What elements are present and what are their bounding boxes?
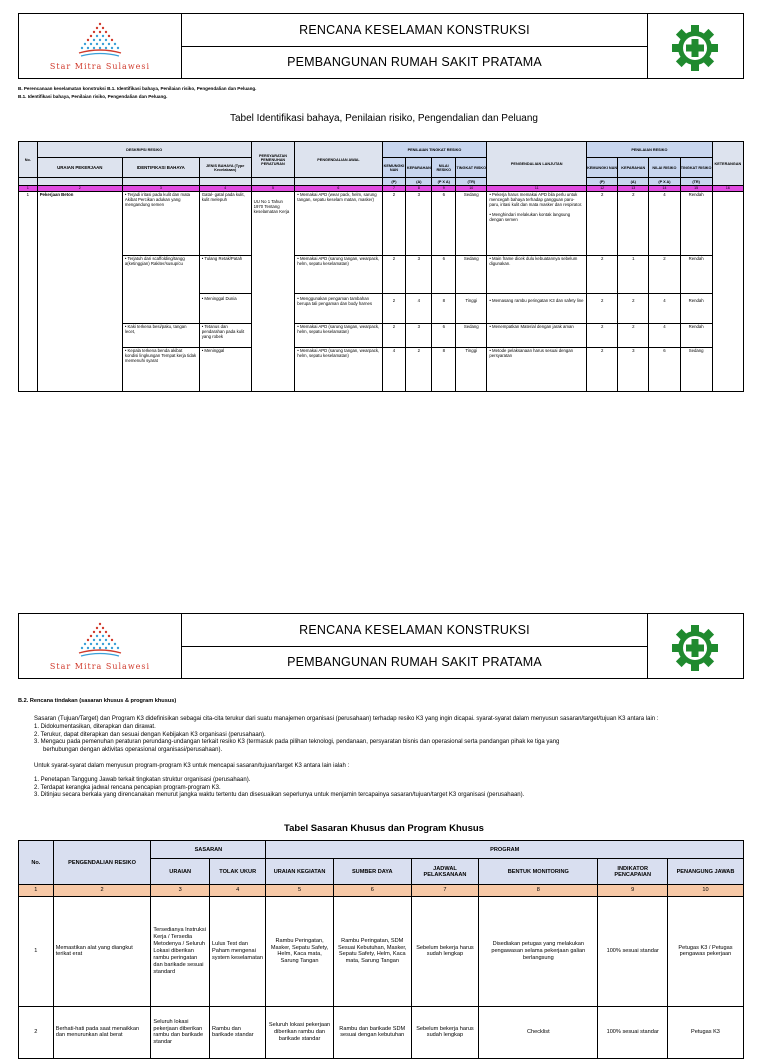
- column-number-row: [19, 885, 744, 897]
- program-requirement-item: 1. Penetapan Tanggung Jawab terkait tingkatan struktur organisasi (perusahaan).: [34, 776, 251, 783]
- column-number: 3: [151, 885, 210, 897]
- subhead-p-2: (P): [587, 178, 618, 186]
- tolak-ukur: Rambu dan barikade standar: [209, 1006, 265, 1058]
- col-keterangan: KETERANGAN: [712, 142, 743, 186]
- column-number: 11: [487, 186, 587, 192]
- nilai-pxa: 6: [432, 192, 456, 256]
- pengendalian-resiko: Berhati-hati pada saat menaikkan dan menurunkan alat berat: [53, 1006, 151, 1058]
- bentuk-monitoring: Checklist: [479, 1006, 598, 1058]
- col-pengendalian-resiko: PENGENDALIAN RESIKO: [53, 841, 151, 885]
- col-pengendalian-lanjutan: PENGENDALIAN LANJUTAN: [487, 142, 587, 186]
- nilai-pxa-2: 2: [649, 256, 680, 294]
- nilai-p: 2: [382, 192, 406, 256]
- nilai-p: 2: [382, 324, 406, 348]
- column-number: 7: [382, 186, 406, 192]
- project-title: PEMBANGUNAN RUMAH SAKIT PRATAMA: [287, 655, 542, 670]
- col-no: No.: [19, 841, 54, 885]
- col-tolak-ukur: TOLAK UKUR: [209, 859, 265, 885]
- column-number: 5: [266, 885, 333, 897]
- requirement-item: berhubungan dengan aktivitas operasional organisasi/perusahaan).: [43, 747, 223, 754]
- nilai-p: 2: [382, 294, 406, 324]
- k3-gear-cross-icon: [671, 624, 719, 672]
- nilai-a: 2: [406, 348, 432, 392]
- row-number: 1: [19, 192, 38, 392]
- col-tingkat-risiko-2: TINGKAT RISIKO: [680, 158, 712, 178]
- column-number: 12: [587, 186, 618, 192]
- tingkat-resiko: Tinggi: [456, 348, 487, 392]
- subhead-tr: (TR): [456, 178, 487, 186]
- sasaran-uraian: Seluruh lokasi pekerjaan diberikan rambu dan barikade standar: [151, 1006, 210, 1058]
- col-identifikasi-bahaya: IDENTIFIKASI BAHAYA: [122, 158, 199, 178]
- nilai-pxa: 8: [432, 294, 456, 324]
- nilai-pxa-2: 4: [649, 192, 680, 256]
- col-tingkat-risko: TINGKAT RISKO: [456, 158, 487, 178]
- bentuk-monitoring: Disediakan petugas yang melakukan pengawasan selama pekerjaan galian berlangsung: [479, 896, 598, 1006]
- row-number: 2: [19, 1006, 54, 1058]
- column-number: 2: [53, 885, 151, 897]
- tingkat-risiko-2: Sedang: [680, 348, 712, 392]
- column-number: 6: [295, 186, 382, 192]
- uraian-kegiatan: Rambu Peringatan, Masker, Sepatu Safety, Helm, Kaca mata, Sarung Tangan: [266, 896, 333, 1006]
- tingkat-resiko: Tinggi: [456, 294, 487, 324]
- column-number: 2: [37, 186, 122, 192]
- pengendalian-lanjutan: • Menempatkan Material dengan jarak aman: [487, 324, 587, 348]
- uraian-pekerjaan: Pekerjaan Beton: [37, 192, 122, 392]
- pengendalian-lanjutan: • Main frame dicek dulu kebuatannya sebelum digunakan.: [487, 256, 587, 294]
- nilai-a-2: 3: [618, 348, 649, 392]
- subhead-a-2: (A): [618, 178, 649, 186]
- requirement-item: 3. Mengacu pada pemenuhan peraturan perundang-undangan terkait resiko K3 (termasuk pada pilihan teknologi, pendanaan, persyaratan bisnis dan operasional serta pandangan pihak ke tiga yang: [34, 739, 560, 746]
- intro-paragraph: Sasaran (Tujuan/Target) dan Program K3 didefinisikan sebagai cita-cita terukur dari suatu manajemen organisasi (perusahaan) terhadap resiko K3 yang ingin dicapai. syarat-syarat dalam menyusun sasaran/target/tujuan K3 antara lain :: [34, 716, 659, 722]
- col-keparahan-2: KEPARAHAN: [618, 158, 649, 178]
- nilai-p-2: 2: [587, 192, 618, 256]
- col-persyaratan: PERSYARATAN PEMENUHAN PERATURAN: [251, 142, 295, 178]
- subhead-pxa-2: (P X A): [649, 178, 680, 186]
- pengendalian-awal: • Memakai APD (sarung tangan, wearpack, helm, sepatu keselamatan): [295, 256, 382, 294]
- requirement-item: 2. Terukur, dapat diterapkan dan sesuai dengan Kebijakan K3 organisasi (perusahaan).: [34, 731, 266, 738]
- section-b2-text: [34, 716, 724, 800]
- col-kemungkinan: KEMUNGKI NAN: [382, 158, 406, 178]
- tingkat-resiko: Sedang: [456, 324, 487, 348]
- nilai-a: 4: [406, 294, 432, 324]
- nilai-p-2: 2: [587, 348, 618, 392]
- keterangan: [712, 192, 743, 392]
- pengendalian-resiko: Memastikan alat yang diangkut terikat erat: [53, 896, 151, 1006]
- nilai-pxa: 8: [432, 348, 456, 392]
- column-number: 10: [456, 186, 487, 192]
- program-requirement-item: 3. Ditinjau secara berkala yang direncanakan menurut jangka waktu tertentu dan disesuaikan seperlunya untuk menjamin tercapainya sasaran/tujuan/target K3 organisasi (perusahaan).: [34, 792, 525, 799]
- column-number: 8: [479, 885, 598, 897]
- pengendalian-lanjutan: • Memasang rambu peringatan K3 dan safety line: [487, 294, 587, 324]
- tingkat-resiko: Sedang: [456, 256, 487, 294]
- column-number: 10: [667, 885, 743, 897]
- column-number: 13: [618, 186, 649, 192]
- col-nilai-resiko: NILAI RESIKO: [432, 158, 456, 178]
- column-number: 1: [19, 885, 54, 897]
- col-indikator-pencapaian: INDIKATOR PENCAPAIAN: [598, 859, 667, 885]
- document-header: [18, 13, 744, 79]
- column-number: 9: [432, 186, 456, 192]
- nilai-a: 3: [406, 324, 432, 348]
- subhead-blank: [295, 178, 382, 186]
- nilai-a: 3: [406, 192, 432, 256]
- col-bentuk-monitoring: BENTUK MONITORING: [479, 859, 598, 885]
- subhead-blank: [37, 178, 122, 186]
- pengendalian-awal: • Memakai APD (sarung tangan, wearpack, helm, sepatu keselamatan): [295, 348, 382, 392]
- tingkat-resiko: Sedang: [456, 192, 487, 256]
- jadwal-pelaksanaan: Sebelum bekerja harus sudah lengkap: [411, 1006, 478, 1058]
- nilai-pxa: 6: [432, 324, 456, 348]
- col-uraian-pekerjaan: URAIAN PEKERJAAN: [37, 158, 122, 178]
- risk-identification-table: [18, 141, 744, 392]
- document-title: RENCANA KESELAMAN KONSTRUKSI: [182, 614, 647, 647]
- col-jenis-bahaya: JENIS BAHAYA (Type Kecelakaan): [199, 158, 251, 178]
- col-penilaian-resiko: PENILAIAN RESIKO: [587, 142, 713, 158]
- col-jadwal-pelaksanaan: JADWAL PELAKSANAAN: [411, 859, 478, 885]
- nilai-a-2: 1: [618, 256, 649, 294]
- table1-title: Tabel Identifikasi bahaya, Penilaian risiko, Pengendalian dan Peluang: [230, 113, 538, 124]
- row-number: 1: [19, 896, 54, 1006]
- nilai-p-2: 2: [587, 324, 618, 348]
- subhead-blank: [199, 178, 251, 186]
- nilai-pxa-2: 6: [649, 348, 680, 392]
- program-requirement-item: 2. Terdapat kerangka jadwal rencana pencapian program-program K3.: [34, 784, 221, 791]
- penanggung-jawab: Petugas K3: [667, 1006, 743, 1058]
- jenis-bahaya: • Tetanus dan pendarahan pada kulit yang robek: [199, 324, 251, 348]
- tingkat-risiko-2: Rendah: [680, 294, 712, 324]
- nilai-a: 3: [406, 256, 432, 294]
- subhead-blank: [122, 178, 199, 186]
- col-pengendalian-awal: PENGENDALIAN AWAL: [295, 142, 382, 178]
- section-b2-heading: B.2. Rencana tindakan (sasaran khusus & program khusus): [18, 698, 177, 704]
- section-b-heading: B. Perencanaan keselamatan konstruksi B.1. Identifikasi bahaya, Penilaian risiko, Pengendalian dan Peluang.: [18, 86, 257, 91]
- col-uraian-kegiatan: URAIAN KEGIATAN: [266, 859, 333, 885]
- column-number: 15: [680, 186, 712, 192]
- subhead-pxa: (P X A): [432, 178, 456, 186]
- table-row: [19, 348, 744, 392]
- column-number: 9: [598, 885, 667, 897]
- identifikasi-bahaya: • Kaki terkena besi/paku, tangan lecet,: [122, 324, 199, 348]
- pengendalian-lanjutan: • Metode pelaksanaan harus sesuai dengan persyaratan: [487, 348, 587, 392]
- table2-title: Tabel Sasaran Khusus dan Program Khusus: [284, 823, 484, 834]
- nilai-p-2: 2: [587, 294, 618, 324]
- section-b1-heading: B.1. Identifikasi bahaya, Penilaian risiko, Pengendalian dan Peluang.: [18, 94, 168, 99]
- col-nilai-risiko-2: NILAI RISIKO: [649, 158, 680, 178]
- table-row: [19, 1006, 744, 1058]
- column-number: 3: [122, 186, 199, 192]
- pengendalian-awal: • Memakai APD (wear pack, helm, sarung tangan, sepatu keselam matan, masker): [295, 192, 382, 256]
- subhead-p: (P): [382, 178, 406, 186]
- column-number: 16: [712, 186, 743, 192]
- k3-gear-cross-icon: [671, 24, 719, 72]
- jenis-bahaya: • Tulang Retak/Patah: [199, 256, 251, 294]
- company-logo: [19, 614, 182, 678]
- tingkat-risiko-2: Rendah: [680, 192, 712, 256]
- persyaratan-peraturan: UU No 1 Tahun 1970 Tentang keselamatan Kerja: [251, 192, 295, 392]
- table-row: [19, 324, 744, 348]
- col-deskripsi-risiko: DESKRIPSI RESIKO: [37, 142, 251, 158]
- column-number: 14: [649, 186, 680, 192]
- identifikasi-bahaya: • Kepala terkena benda akibat kondisi lingkungan Tempat kerja tidak memenuhi syarat: [122, 348, 199, 392]
- subhead-tr-2: (TR): [680, 178, 712, 186]
- column-number: 4: [209, 885, 265, 897]
- document-title: RENCANA KESELAMAN KONSTRUKSI: [182, 14, 647, 47]
- nilai-p-2: 2: [587, 256, 618, 294]
- pengendalian-awal: • Menggunakan pengaman tambahan berupa tali pengaman dan body harnes: [295, 294, 382, 324]
- col-keparahan: KEPARAHAN: [406, 158, 432, 178]
- sumber-daya: Rambu Peringatan, SDM Sesuai Kebutuhan, Masker, Sepatu Safety, Helm, Kaca mata, Sarung Tangan: [333, 896, 411, 1006]
- jenis-bahaya: • Meninggal: [199, 348, 251, 392]
- requirement-item: 1. Didokumentasikan, diterapkan dan dirawat.: [34, 723, 156, 730]
- column-number: 8: [406, 186, 432, 192]
- col-program: PROGRAM: [266, 841, 744, 859]
- identifikasi-bahaya: • Terjatuh dari scaffolding/tangg a(ketinggian) Rakiter/susup/cu: [122, 256, 199, 324]
- k3-emblem: [648, 14, 743, 78]
- star-mitra-logo-icon: [77, 20, 123, 62]
- column-number: 4: [199, 186, 251, 192]
- nilai-p: 2: [382, 256, 406, 294]
- pengendalian-lanjutan: • Pekerja harus memakai APD bila perlu untuk mencegah bahaya terhadap gangguan paru-paru, iritasi kulit dan mata masker dan respirator. • Menghindari melakukan kontak langsung dengan semen: [487, 192, 587, 256]
- col-uraian: URAIAN: [151, 859, 210, 885]
- penanggung-jawab: Petugas K3 / Petugas pengawas pekerjaan: [667, 896, 743, 1006]
- brand-name: Star Mitra Sulawesi: [49, 662, 151, 671]
- table-row: [19, 192, 744, 256]
- jadwal-pelaksanaan: Sebelum bekerja harus sudah lengkap: [411, 896, 478, 1006]
- column-number: 7: [411, 885, 478, 897]
- star-mitra-logo-icon: [77, 620, 123, 662]
- jenis-bahaya: Gatal- gatal pada kulit, kulit melepuh: [199, 192, 251, 256]
- company-logo: [19, 14, 182, 78]
- table-row: [19, 896, 744, 1006]
- tolak-ukur: Lulus Test dan Paham mengenai system keselamatan: [209, 896, 265, 1006]
- col-no: No.: [19, 142, 38, 178]
- nilai-pxa-2: 4: [649, 294, 680, 324]
- tingkat-risiko-2: Rendah: [680, 256, 712, 294]
- uraian-kegiatan: Seluruh lokasi pekerjaan diberikan rambu dan barikade standar: [266, 1006, 333, 1058]
- subhead-blank: [19, 178, 38, 186]
- nilai-a-2: 2: [618, 192, 649, 256]
- col-kemungkinan-2: KEMUNGKI NAN: [587, 158, 618, 178]
- column-number: 5: [251, 186, 295, 192]
- nilai-pxa-2: 4: [649, 324, 680, 348]
- nilai-a-2: 2: [618, 324, 649, 348]
- col-sumber-daya: SUMBER DAYA: [333, 859, 411, 885]
- intro-paragraph-2: Untuk syarat-syarat dalam menyusun program-program K3 untuk mencapai sasaran/tujuan/target K3 antara lain ialah :: [34, 762, 350, 769]
- nilai-pxa: 6: [432, 256, 456, 294]
- indikator-pencapaian: 100% sesuai standar: [598, 896, 667, 1006]
- sasaran-uraian: Tersedianya Instruksi Kerja / Tersedia Metodenya / Seluruh Lokasi diberikan rambu peringatan dan barikade sesuai standard: [151, 896, 210, 1006]
- project-title: PEMBANGUNAN RUMAH SAKIT PRATAMA: [287, 55, 542, 70]
- sasaran-program-table: [18, 840, 744, 1059]
- jenis-bahaya: • Meninggal Dunia: [199, 294, 251, 324]
- col-sasaran: SASARAN: [151, 841, 266, 859]
- table-row: [19, 256, 744, 294]
- tingkat-risiko-2: Rendah: [680, 324, 712, 348]
- column-number: 6: [333, 885, 411, 897]
- sumber-daya: Rambu dan barikade SDM sesuai dengan kebutuhan: [333, 1006, 411, 1058]
- col-penanggung-jawab: PENANGUNG JAWAB: [667, 859, 743, 885]
- indikator-pencapaian: 100% sesuai standar: [598, 1006, 667, 1058]
- subhead-a: (A): [406, 178, 432, 186]
- k3-emblem: [648, 614, 743, 678]
- pengendalian-awal: • Memakai APD (sarung tangan, wearpack, helm, sepatu keselamatan): [295, 324, 382, 348]
- subhead-blank: [251, 178, 295, 186]
- column-number: 1: [19, 186, 38, 192]
- identifikasi-bahaya: • Terjadi iritasi pada kulit dan mata Akibat Percikan adukan yang mengandung semen: [122, 192, 199, 256]
- brand-name: Star Mitra Sulawesi: [49, 62, 151, 71]
- document-header-2: [18, 613, 744, 679]
- col-penilaian-tingkat-resiko: PENILAIAN TINGKAT RESIKO: [382, 142, 487, 158]
- nilai-p: 4: [382, 348, 406, 392]
- nilai-a-2: 2: [618, 294, 649, 324]
